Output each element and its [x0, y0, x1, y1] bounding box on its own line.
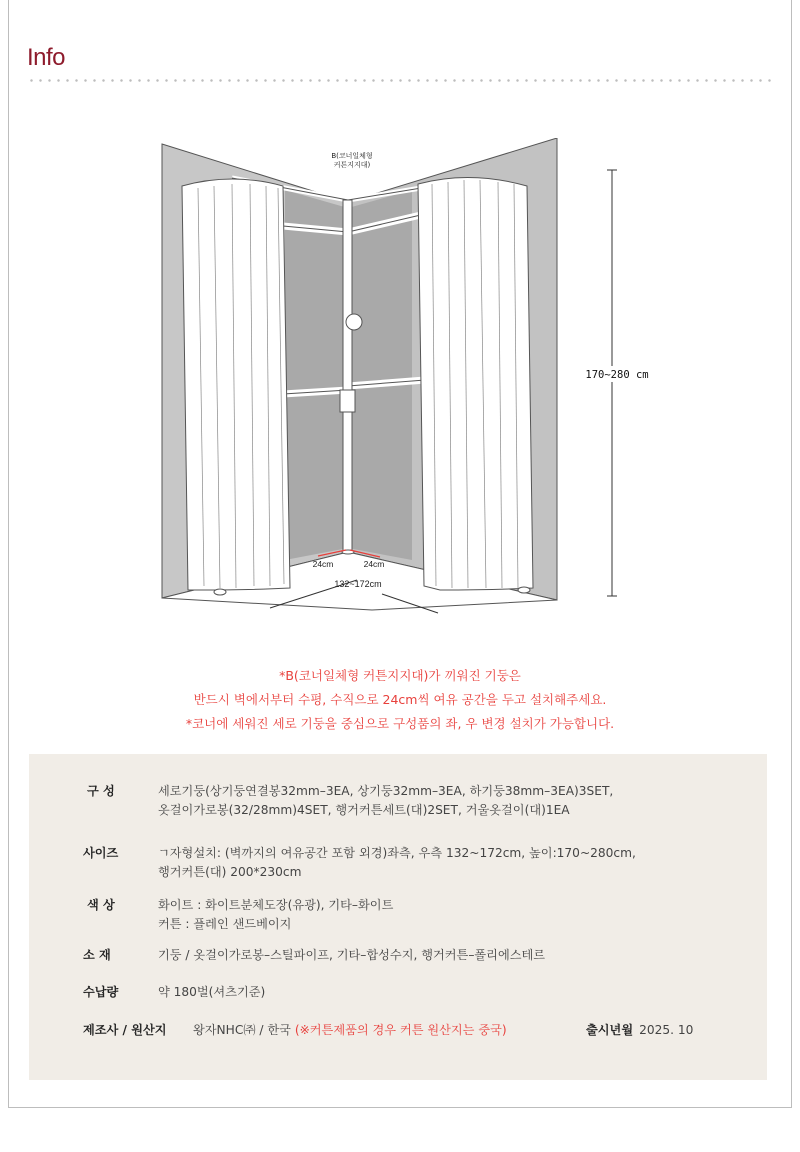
left-curtain	[182, 179, 290, 590]
release-value: 2025. 10	[639, 1023, 694, 1037]
material-line1: 기둥 / 옷걸이가로봉–스틸파이프, 기타–합성수지, 행거커튼–폴리에스테르	[158, 948, 546, 962]
size-line1: ㄱ자형설치: (벽까지의 여유공간 포함 외경)좌측, 우측 132~172cm, 높이:170~280cm,	[158, 846, 636, 860]
note-line-1: *B(코너일체형 커튼지지대)가 끼워진 기둥은	[279, 668, 521, 683]
installation-diagram	[150, 138, 670, 620]
maker-label: 제조사 / 원산지	[83, 1023, 167, 1037]
corner-label-line2: 커튼지지대)	[333, 161, 371, 169]
spec-release	[586, 1021, 693, 1040]
vertical-pole	[343, 200, 352, 552]
maker-note: (※커튼제품의 경우 커튼 원산지는 중국)	[294, 1023, 507, 1037]
composition-label: 구 성	[87, 784, 115, 798]
color-line1: 화이트 : 화이트분체도장(유광), 기타–화이트	[158, 898, 394, 912]
height-label: 170~280 cm	[585, 369, 649, 381]
spec-panel	[29, 754, 767, 1080]
offset-left-label: 24cm	[312, 559, 334, 569]
composition-line1: 세로기둥(상기둥연결봉32mm–3EA, 상기둥32mm–3EA, 하기둥38mm–3EA)3SET,	[158, 784, 614, 798]
material-label: 소 재	[83, 948, 111, 962]
offset-right-label: 24cm	[363, 559, 385, 569]
section-title: Info	[27, 44, 66, 71]
mirror	[346, 314, 362, 330]
width-label: 132~172cm	[334, 579, 382, 589]
color-label: 색 상	[87, 898, 115, 912]
dotted-divider	[27, 79, 772, 82]
size-line2: 행거커튼(대) 200*230cm	[158, 865, 302, 879]
capacity-line1: 약 180벌(셔츠기준)	[158, 985, 266, 999]
note-line-2: 반드시 벽에서부터 수평, 수직으로 24cm씩 여유 공간을 두고 설치해주세요.	[193, 692, 607, 707]
note-line-3: *코너에 세워진 세로 기둥을 중심으로 구성품의 좌, 우 변경 설치가 가능합니다.	[185, 716, 615, 731]
size-label: 사이즈	[83, 846, 119, 860]
composition-line2: 옷걸이가로봉(32/28mm)4SET, 행거커튼세트(대)2SET, 거울옷걸이(대)1EA	[158, 803, 570, 817]
release-label: 출시년월	[586, 1023, 634, 1037]
capacity-label: 수납량	[83, 985, 119, 999]
color-line2: 커튼 : 플레인 샌드베이지	[158, 917, 292, 931]
maker-value: 왕자NHC㈜ / 한국	[193, 1023, 291, 1037]
installation-notes	[0, 664, 800, 736]
corner-label-line1: B(코너일체형	[331, 152, 373, 160]
